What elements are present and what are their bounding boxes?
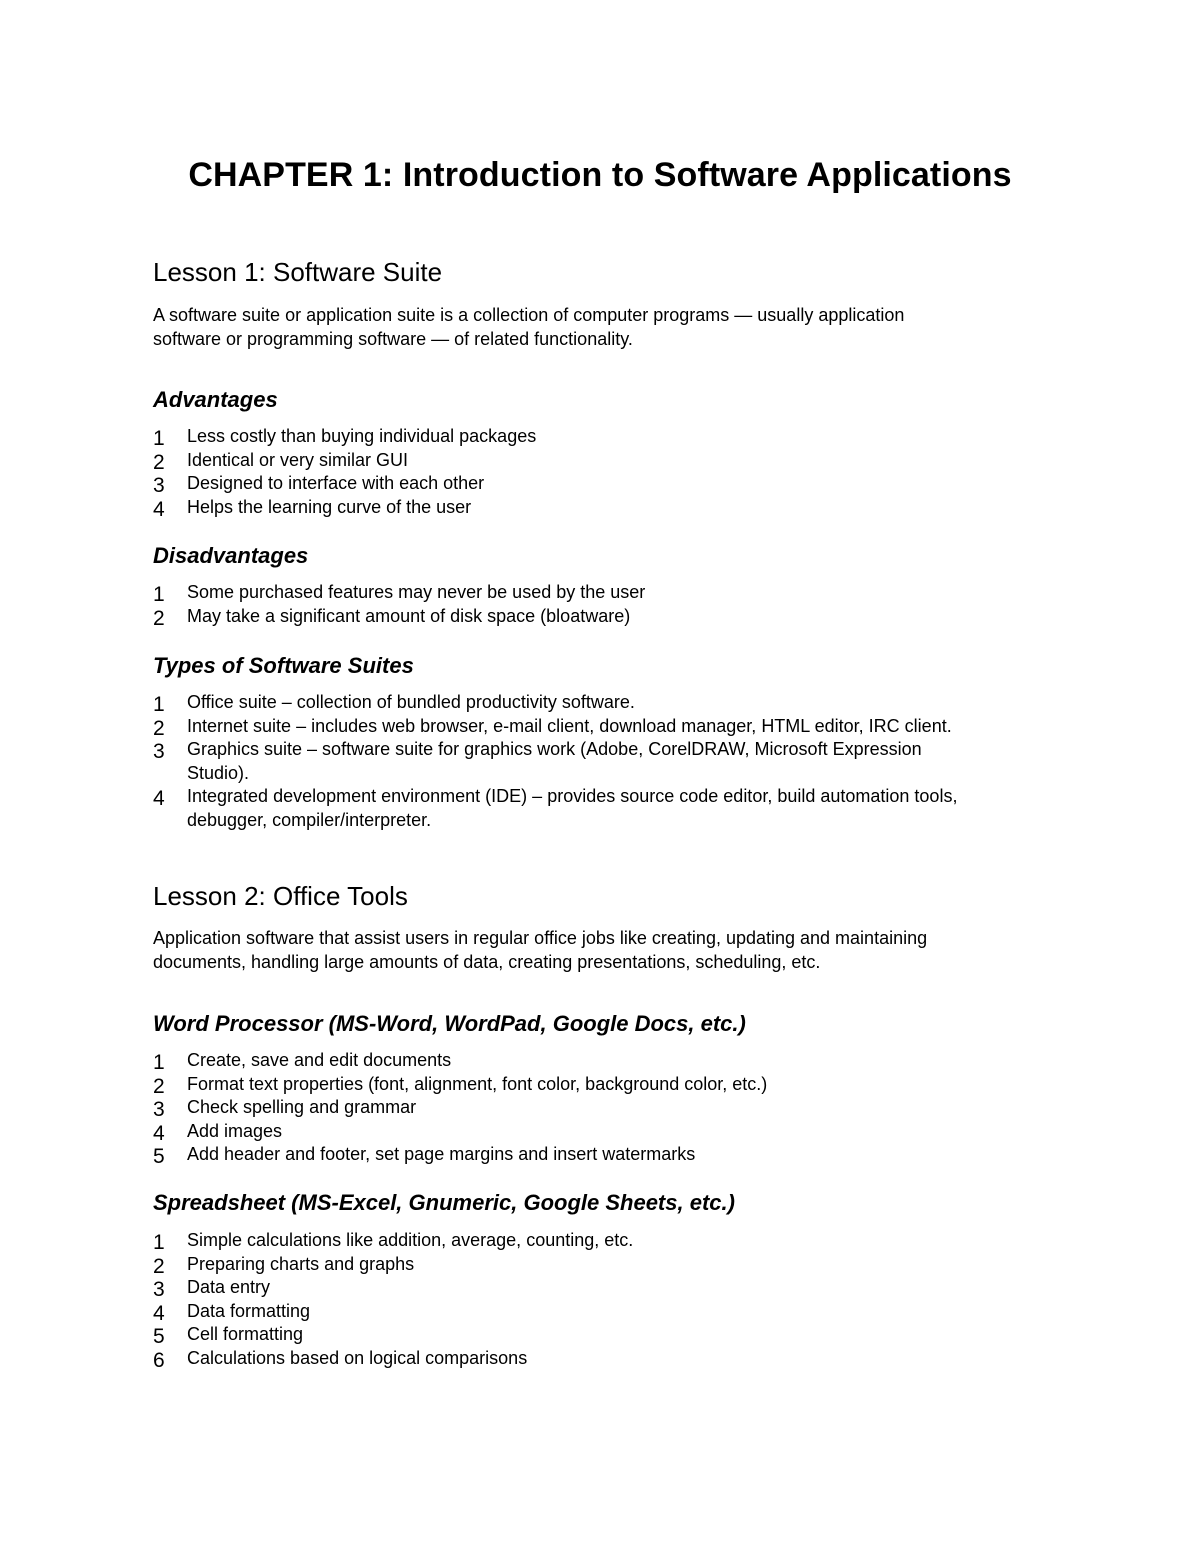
list-number: 2	[153, 606, 165, 630]
list-item	[153, 691, 1053, 715]
list-number: 1	[153, 427, 165, 450]
list-item	[153, 1143, 1053, 1167]
list-item	[153, 1073, 1053, 1097]
list-number: 1	[153, 1051, 165, 1074]
list-text-line-2: debugger, compiler/interpreter.	[187, 809, 432, 830]
list-text: Calculations based on logical comparisons	[187, 1347, 528, 1368]
list-text: Identical or very similar GUI	[187, 449, 409, 470]
list-number: 2	[153, 450, 165, 474]
lesson-1-intro-line-1: A software suite or application suite is a collection of computer programs — usually application	[153, 305, 905, 325]
list-item	[153, 1300, 1053, 1324]
list-number: 4	[153, 497, 165, 521]
spreadsheet-heading: Spreadsheet (MS-Excel, Gnumeric, Google Sheets, etc.)	[153, 1190, 735, 1215]
list-number: 6	[153, 1348, 165, 1372]
chapter-title: CHAPTER 1: Introduction to Software Applications	[188, 156, 1012, 194]
list-number: 4	[153, 1301, 165, 1325]
list-text-line-1: Graphics suite – software suite for graphics work (Adobe, CorelDRAW, Microsoft Expression	[187, 739, 922, 759]
lesson-2-intro	[153, 927, 1033, 974]
list-number: 5	[153, 1325, 165, 1348]
list-item	[153, 425, 1053, 449]
list-number: 1	[153, 583, 165, 606]
list-number: 1	[153, 1231, 165, 1254]
list-item	[153, 1049, 1053, 1073]
list-text: Internet suite – includes web browser, e-mail client, download manager, HTML editor, IRC client.	[187, 715, 952, 736]
list-number: 3	[153, 1098, 165, 1121]
list-number: 4	[153, 787, 165, 810]
list-text: Cell formatting	[187, 1324, 304, 1344]
list-text: Add header and footer, set page margins and insert watermarks	[187, 1144, 696, 1164]
list-item	[153, 715, 1053, 739]
list-number: 3	[153, 1278, 165, 1301]
list-number: 2	[153, 1254, 165, 1278]
word-processor-list	[153, 1049, 1053, 1167]
types-of-suites-list	[153, 691, 1053, 832]
list-text: Simple calculations like addition, average, counting, etc.	[187, 1230, 634, 1250]
list-text-line-1: Integrated development environment (IDE) – provides source code editor, build automation tools,	[187, 786, 958, 806]
list-text	[187, 785, 1053, 832]
list-text: Add images	[187, 1120, 283, 1141]
lesson-2-title: Lesson 2: Office Tools	[153, 881, 408, 911]
list-item	[153, 1229, 1053, 1253]
list-item	[153, 449, 1053, 473]
list-item	[153, 1276, 1053, 1300]
list-item	[153, 785, 1053, 832]
list-item	[153, 1253, 1053, 1277]
list-text: Designed to interface with each other	[187, 473, 485, 493]
list-number: 5	[153, 1145, 165, 1168]
spreadsheet-list	[153, 1229, 1053, 1370]
list-number: 1	[153, 693, 165, 716]
lesson-2-intro-line-2: documents, handling large amounts of data, creating presentations, scheduling, etc.	[153, 951, 821, 972]
list-number: 4	[153, 1121, 165, 1145]
list-text: Data formatting	[187, 1300, 311, 1321]
disadvantages-heading: Disadvantages	[153, 543, 309, 568]
types-of-suites-heading: Types of Software Suites	[153, 653, 414, 678]
list-text: Less costly than buying individual packages	[187, 426, 537, 446]
list-number: 3	[153, 740, 165, 763]
list-number: 2	[153, 1074, 165, 1098]
list-item	[153, 472, 1053, 496]
list-item	[153, 496, 1053, 520]
list-text: Office suite – collection of bundled productivity software.	[187, 692, 635, 712]
list-text: Some purchased features may never be used by the user	[187, 582, 646, 602]
list-item	[153, 1323, 1053, 1347]
list-text: Check spelling and grammar	[187, 1097, 417, 1117]
list-text: Create, save and edit documents	[187, 1050, 452, 1070]
list-number: 2	[153, 716, 165, 740]
lesson-1-intro-line-2: software or programming software — of related functionality.	[153, 328, 633, 349]
list-text: Data entry	[187, 1277, 271, 1297]
list-item	[153, 1347, 1053, 1371]
advantages-heading: Advantages	[153, 387, 278, 412]
list-text: May take a significant amount of disk space (bloatware)	[187, 605, 631, 626]
list-item	[153, 1120, 1053, 1144]
list-item	[153, 581, 1053, 605]
list-number: 3	[153, 474, 165, 497]
list-text: Format text properties (font, alignment, font color, background color, etc.)	[187, 1073, 768, 1094]
list-text: Helps the learning curve of the user	[187, 496, 472, 517]
lesson-1-title: Lesson 1: Software Suite	[153, 257, 443, 287]
lesson-2-intro-line-1: Application software that assist users in regular office jobs like creating, updating and maintaining	[153, 928, 928, 948]
list-item	[153, 605, 1053, 629]
list-text	[187, 738, 1053, 785]
word-processor-heading: Word Processor (MS-Word, WordPad, Google Docs, etc.)	[153, 1011, 746, 1036]
list-text: Preparing charts and graphs	[187, 1253, 415, 1274]
list-text-line-2: Studio).	[187, 762, 250, 783]
list-item	[153, 738, 1053, 785]
list-item	[153, 1096, 1053, 1120]
disadvantages-list	[153, 581, 1053, 628]
advantages-list	[153, 425, 1053, 519]
lesson-1-intro	[153, 304, 1033, 351]
